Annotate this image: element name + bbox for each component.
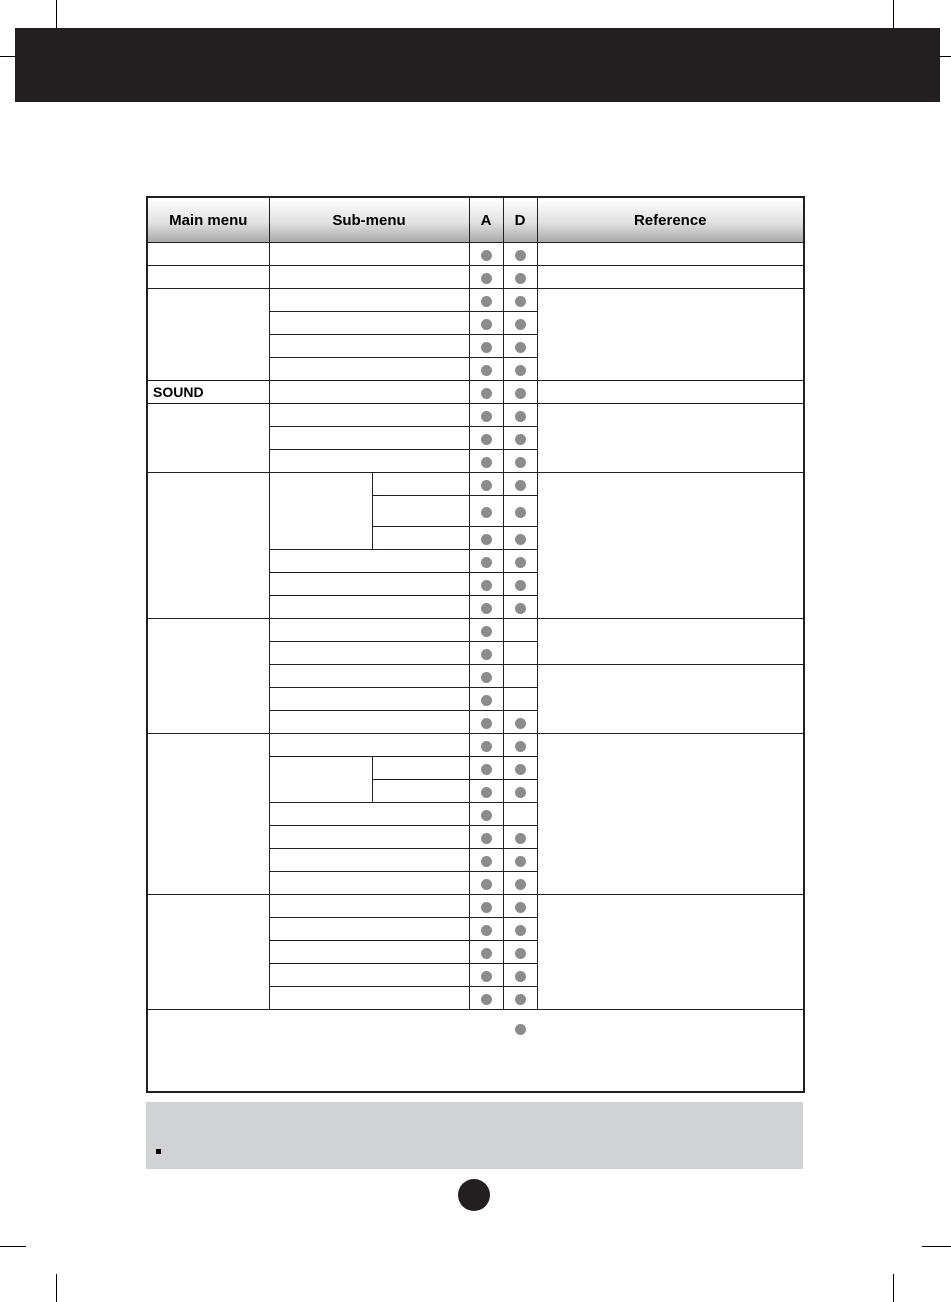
reference-cell — [537, 895, 804, 1010]
sub-menu-cell — [269, 596, 469, 619]
d-cell — [503, 619, 537, 642]
a-cell — [469, 872, 503, 895]
d-cell — [503, 450, 537, 473]
d-cell — [503, 711, 537, 734]
a-cell — [469, 473, 503, 496]
reference-cell — [537, 665, 804, 734]
sub-menu-cell — [269, 381, 469, 404]
availability-dot-icon — [515, 365, 526, 376]
a-cell — [469, 964, 503, 987]
d-cell — [503, 335, 537, 358]
a-cell — [469, 987, 503, 1010]
a-cell — [469, 803, 503, 826]
availability-dot-icon — [481, 994, 492, 1005]
sub-menu-cell — [269, 358, 469, 381]
availability-dot-icon — [515, 507, 526, 518]
sub-menu-cell — [269, 803, 469, 826]
availability-dot-icon — [481, 948, 492, 959]
availability-dot-icon — [515, 296, 526, 307]
d-cell — [503, 757, 537, 780]
sub-menu-group-cell — [269, 473, 372, 550]
d-cell — [503, 496, 537, 527]
availability-dot-icon — [481, 273, 492, 284]
d-cell — [503, 872, 537, 895]
d-cell — [503, 573, 537, 596]
a-cell — [469, 757, 503, 780]
availability-dot-icon — [481, 925, 492, 936]
sub-menu-cell — [269, 289, 469, 312]
availability-dot-icon — [515, 1024, 526, 1035]
sub-menu-cell — [269, 734, 469, 757]
table-header-row — [147, 197, 804, 243]
main-menu-cell — [147, 289, 269, 381]
a-cell — [469, 619, 503, 642]
a-cell — [469, 711, 503, 734]
availability-dot-icon — [481, 902, 492, 913]
table-row — [147, 243, 804, 266]
d-cell — [503, 895, 537, 918]
availability-dot-icon — [515, 787, 526, 798]
availability-dot-icon — [481, 879, 492, 890]
sub-menu-cell — [269, 941, 469, 964]
a-cell — [469, 335, 503, 358]
sub-item-cell — [372, 473, 469, 496]
availability-dot-icon — [481, 580, 492, 591]
a-cell — [469, 427, 503, 450]
a-cell — [469, 826, 503, 849]
availability-dot-icon — [481, 649, 492, 660]
availability-dot-icon — [515, 434, 526, 445]
header-sub-menu: Sub-menu — [269, 197, 469, 243]
d-cell — [503, 266, 537, 289]
d-cell — [503, 849, 537, 872]
a-cell — [469, 918, 503, 941]
sub-menu-cell — [269, 665, 469, 688]
sub-menu-cell — [269, 849, 469, 872]
a-cell — [469, 895, 503, 918]
sub-item-cell — [372, 780, 469, 803]
d-cell — [503, 665, 537, 688]
d-cell — [503, 550, 537, 573]
table-row — [147, 289, 804, 312]
sub-menu-cell — [269, 450, 469, 473]
availability-dot-icon — [481, 480, 492, 491]
table-row — [147, 266, 804, 289]
availability-dot-icon — [515, 411, 526, 422]
d-cell — [503, 964, 537, 987]
reference-cell — [537, 1010, 804, 1093]
reference-cell — [537, 266, 804, 289]
availability-dot-icon — [481, 411, 492, 422]
crop-mark — [940, 56, 951, 57]
a-cell — [469, 312, 503, 335]
availability-dot-icon — [481, 741, 492, 752]
table-row — [147, 895, 804, 918]
crop-mark — [893, 1274, 894, 1302]
availability-dot-icon — [481, 557, 492, 568]
reference-cell — [537, 289, 804, 381]
sub-menu-cell — [269, 964, 469, 987]
availability-dot-icon — [481, 434, 492, 445]
sub-menu-cell — [269, 243, 469, 266]
header-reference: Reference — [537, 197, 804, 243]
availability-dot-icon — [481, 764, 492, 775]
main-menu-cell — [147, 243, 269, 266]
a-cell — [469, 404, 503, 427]
d-cell — [503, 312, 537, 335]
availability-dot-icon — [481, 971, 492, 982]
availability-dot-icon — [481, 319, 492, 330]
sub-menu-cell — [269, 427, 469, 450]
crop-mark — [0, 1246, 26, 1247]
page-number-badge — [458, 1179, 490, 1211]
availability-dot-icon — [515, 925, 526, 936]
availability-dot-icon — [515, 603, 526, 614]
availability-dot-icon — [515, 319, 526, 330]
main-menu-sound: SOUND — [147, 381, 269, 404]
sub-menu-cell — [269, 619, 469, 642]
d-cell — [503, 289, 537, 312]
sub-menu-cell — [269, 872, 469, 895]
menu-table — [146, 196, 805, 1093]
table-row — [147, 1010, 804, 1093]
table-row — [147, 381, 804, 404]
a-cell — [469, 849, 503, 872]
availability-dot-icon — [481, 534, 492, 545]
availability-dot-icon — [515, 388, 526, 399]
d-cell — [503, 596, 537, 619]
availability-dot-icon — [515, 833, 526, 844]
a-cell — [469, 289, 503, 312]
reference-cell — [537, 243, 804, 266]
note-box — [146, 1102, 803, 1169]
reference-cell — [537, 619, 804, 665]
availability-dot-icon — [515, 718, 526, 729]
a-cell — [469, 527, 503, 550]
a-cell — [469, 734, 503, 757]
d-cell — [503, 987, 537, 1010]
availability-dot-icon — [481, 856, 492, 867]
availability-dot-icon — [481, 457, 492, 468]
a-cell — [469, 596, 503, 619]
availability-dot-icon — [515, 879, 526, 890]
availability-dot-icon — [515, 557, 526, 568]
d-cell — [503, 734, 537, 757]
a-cell — [469, 550, 503, 573]
d-cell — [503, 780, 537, 803]
table-row — [147, 619, 804, 642]
header-d: D — [503, 197, 537, 243]
crop-mark — [56, 1274, 57, 1302]
main-menu-cell — [147, 266, 269, 289]
header-a: A — [469, 197, 503, 243]
main-menu-cell — [147, 1010, 469, 1093]
availability-dot-icon — [515, 457, 526, 468]
availability-dot-icon — [515, 902, 526, 913]
d-cell — [503, 803, 537, 826]
main-menu-cell — [147, 619, 269, 734]
d-cell — [503, 642, 537, 665]
availability-dot-icon — [481, 695, 492, 706]
availability-dot-icon — [515, 971, 526, 982]
d-cell — [503, 688, 537, 711]
header-main-menu: Main menu — [147, 197, 269, 243]
a-cell — [469, 573, 503, 596]
availability-dot-icon — [481, 250, 492, 261]
table-row — [147, 404, 804, 427]
d-cell — [503, 473, 537, 496]
sub-item-cell — [372, 496, 469, 527]
d-cell — [503, 918, 537, 941]
availability-dot-icon — [481, 626, 492, 637]
reference-cell — [537, 473, 804, 619]
bullet-icon — [156, 1149, 161, 1154]
sub-item-cell — [372, 757, 469, 780]
a-cell — [469, 688, 503, 711]
sub-menu-cell — [269, 642, 469, 665]
availability-dot-icon — [481, 672, 492, 683]
availability-dot-icon — [515, 480, 526, 491]
table-row — [147, 473, 804, 496]
availability-dot-icon — [515, 948, 526, 959]
main-menu-cell — [147, 734, 269, 895]
main-menu-cell — [147, 473, 269, 619]
sub-menu-cell — [269, 688, 469, 711]
crop-mark — [893, 0, 894, 28]
a-cell — [469, 496, 503, 527]
d-cell — [503, 358, 537, 381]
main-menu-cell — [147, 895, 269, 1010]
reference-cell — [537, 381, 804, 404]
sub-menu-cell — [269, 335, 469, 358]
d-cell — [503, 427, 537, 450]
availability-dot-icon — [481, 787, 492, 798]
d-cell — [503, 826, 537, 849]
sub-menu-cell — [269, 895, 469, 918]
a-cell — [469, 266, 503, 289]
sub-menu-cell — [269, 918, 469, 941]
availability-dot-icon — [481, 507, 492, 518]
availability-dot-icon — [481, 833, 492, 844]
a-cell — [469, 665, 503, 688]
availability-dot-icon — [515, 250, 526, 261]
d-cell — [503, 381, 537, 404]
availability-dot-icon — [481, 388, 492, 399]
d-cell — [503, 941, 537, 964]
sub-menu-cell — [269, 312, 469, 335]
reference-cell — [537, 404, 804, 473]
d-cell — [503, 404, 537, 427]
sub-item-cell — [372, 527, 469, 550]
sub-menu-cell — [269, 987, 469, 1010]
main-menu-cell — [147, 404, 269, 473]
a-cell — [469, 450, 503, 473]
crop-mark — [922, 1246, 951, 1247]
d-cell — [503, 527, 537, 550]
availability-dot-icon — [515, 856, 526, 867]
header-bar — [15, 28, 940, 102]
sub-menu-group-cell — [269, 757, 372, 803]
a-cell — [469, 1010, 503, 1093]
availability-dot-icon — [481, 603, 492, 614]
sub-menu-cell — [269, 573, 469, 596]
sub-menu-cell — [269, 711, 469, 734]
d-cell — [503, 243, 537, 266]
d-cell — [503, 1010, 537, 1093]
a-cell — [469, 243, 503, 266]
crop-mark — [0, 56, 15, 57]
availability-dot-icon — [515, 273, 526, 284]
reference-cell — [537, 734, 804, 895]
a-cell — [469, 642, 503, 665]
availability-dot-icon — [515, 994, 526, 1005]
availability-dot-icon — [515, 741, 526, 752]
availability-dot-icon — [481, 718, 492, 729]
availability-dot-icon — [481, 810, 492, 821]
availability-dot-icon — [515, 534, 526, 545]
availability-dot-icon — [515, 342, 526, 353]
sub-menu-cell — [269, 826, 469, 849]
table-row — [147, 734, 804, 757]
availability-dot-icon — [515, 764, 526, 775]
availability-dot-icon — [515, 580, 526, 591]
sub-menu-cell — [269, 404, 469, 427]
availability-dot-icon — [481, 296, 492, 307]
sub-menu-cell — [269, 266, 469, 289]
crop-mark — [56, 0, 57, 28]
a-cell — [469, 381, 503, 404]
a-cell — [469, 941, 503, 964]
availability-dot-icon — [481, 365, 492, 376]
sub-menu-cell — [269, 550, 469, 573]
availability-dot-icon — [481, 342, 492, 353]
a-cell — [469, 358, 503, 381]
a-cell — [469, 780, 503, 803]
